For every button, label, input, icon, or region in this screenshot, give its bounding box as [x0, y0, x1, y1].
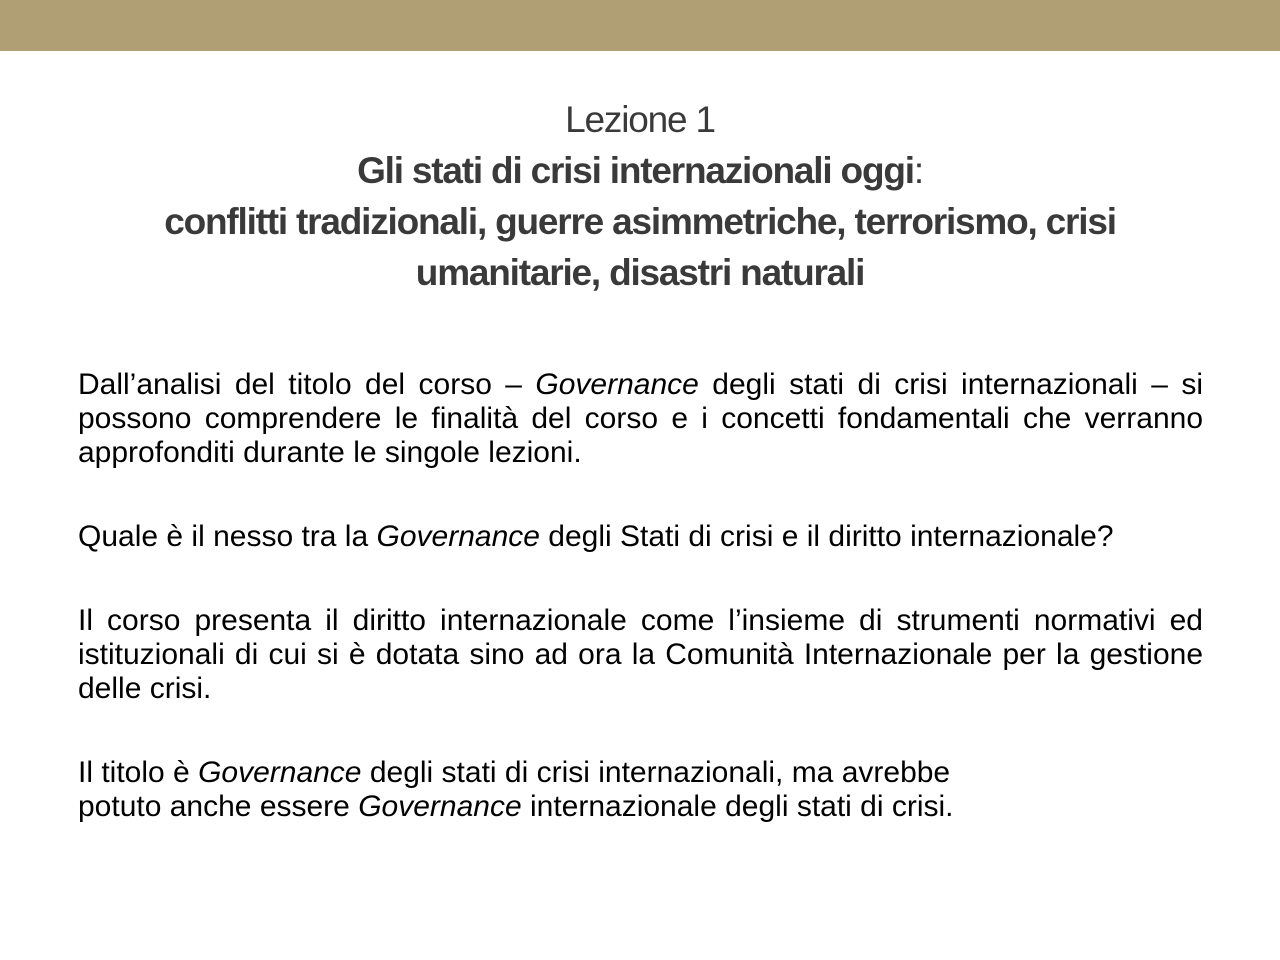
- subtitle-line-2: umanitarie, disastri naturali: [415, 252, 865, 293]
- subtitle-line-1: conflitti tradizionali, guerre asimmetriche, terrorismo, crisi: [164, 201, 1116, 242]
- italic-term: Governance: [376, 520, 540, 553]
- paragraph-course-presentation: Il corso presenta il diritto internazionale come l’insieme di strumenti normativi ed istituzionali di cui si è dotata sino ad ora la Comunità Internazionale per la gestione delle crisi.: [78, 604, 1203, 705]
- paragraph-course-title-analysis: [78, 368, 1203, 470]
- lesson-number: Lezione 1: [565, 99, 715, 140]
- paragraph-title-alternative: [78, 756, 1203, 824]
- paragraph-text: degli Stati di crisi e il diritto internazionale?: [539, 520, 1114, 553]
- paragraph-text: degli stati di crisi internazionali, ma avrebbe: [361, 756, 951, 789]
- main-heading-colon: :: [913, 150, 923, 191]
- top-decorative-band: [0, 0, 1280, 51]
- slide-title-block: [60, 94, 1220, 298]
- slide-body: [78, 368, 1203, 824]
- paragraph-text: degli stati di crisi internazionali – si possono comprendere le finalità del corso e i concetti fondamentali che verranno approfonditi durante le singole lezioni.: [78, 368, 1203, 469]
- italic-term: Governance: [198, 756, 362, 789]
- paragraph-text: Dall’analisi del titolo del corso –: [78, 368, 536, 401]
- italic-term: Governance: [358, 790, 522, 823]
- paragraph-text: internazionale degli stati di crisi.: [521, 790, 954, 823]
- paragraph-question: [78, 520, 1203, 554]
- main-heading-text: Gli stati di crisi internazionali oggi: [357, 150, 914, 191]
- paragraph-text: Quale è il nesso tra la: [78, 520, 377, 553]
- paragraph-text: potuto anche essere: [78, 790, 359, 823]
- italic-term: Governance: [535, 368, 699, 401]
- main-heading: [60, 145, 1220, 196]
- paragraph-text: Il titolo è: [78, 756, 199, 789]
